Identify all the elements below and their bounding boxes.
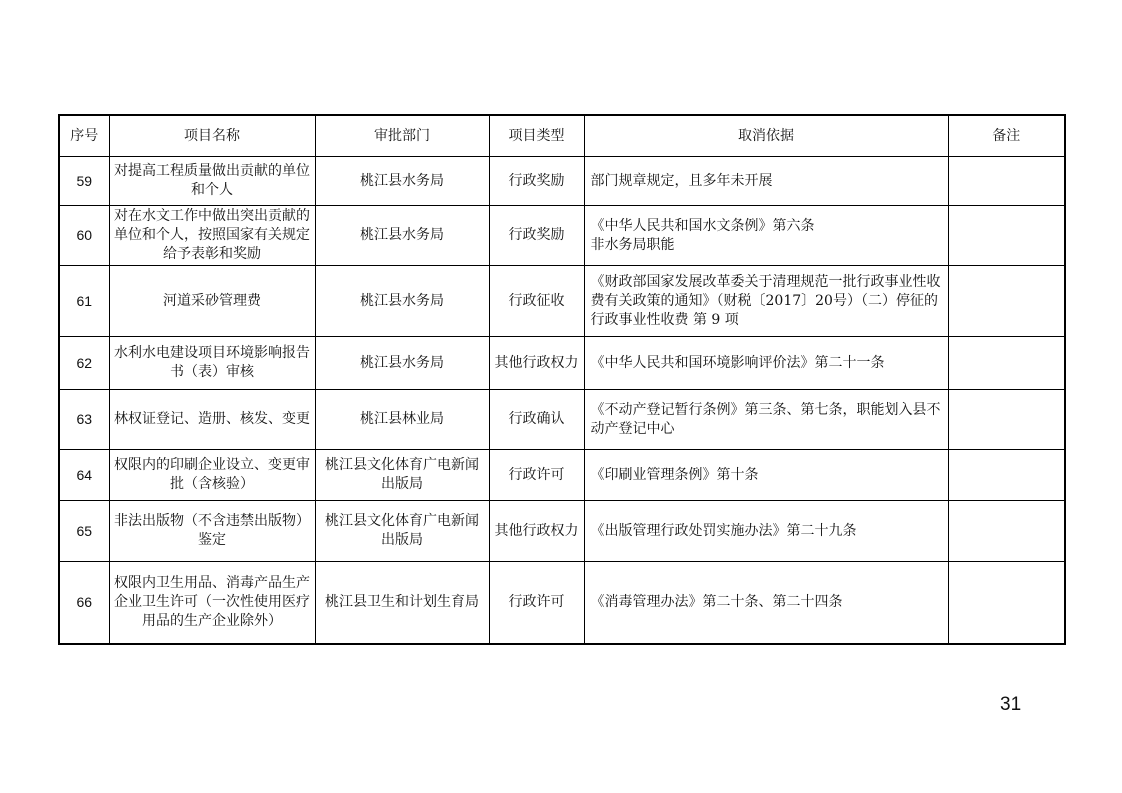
cell-seq: 64 bbox=[59, 450, 109, 501]
cell-note bbox=[948, 337, 1065, 390]
cell-basis: 《消毒管理办法》第二十条、第二十四条 bbox=[584, 562, 948, 644]
cell-note bbox=[948, 206, 1065, 266]
cell-name: 权限内卫生用品、消毒产品生产企业卫生许可（一次性使用医疗用品的生产企业除外） bbox=[109, 562, 315, 644]
cell-dept: 桃江县水务局 bbox=[315, 157, 489, 206]
table-row bbox=[59, 501, 1065, 562]
cell-type: 行政许可 bbox=[489, 450, 584, 501]
cell-basis: 部门规章规定，且多年未开展 bbox=[584, 157, 948, 206]
cell-type: 行政确认 bbox=[489, 390, 584, 450]
cell-name: 权限内的印刷企业设立、变更审批（含核验） bbox=[109, 450, 315, 501]
cell-name: 水利水电建设项目环境影响报告书（表）审核 bbox=[109, 337, 315, 390]
cell-basis: 《中华人民共和国环境影响评价法》第二十一条 bbox=[584, 337, 948, 390]
table-row bbox=[59, 337, 1065, 390]
table-row bbox=[59, 157, 1065, 206]
cell-seq: 66 bbox=[59, 562, 109, 644]
cell-dept: 桃江县文化体育广电新闻出版局 bbox=[315, 450, 489, 501]
header-name: 项目名称 bbox=[109, 115, 315, 157]
header-basis: 取消依据 bbox=[584, 115, 948, 157]
cell-note bbox=[948, 266, 1065, 337]
cell-type: 行政许可 bbox=[489, 562, 584, 644]
cell-seq: 65 bbox=[59, 501, 109, 562]
cell-seq: 63 bbox=[59, 390, 109, 450]
header-note: 备注 bbox=[948, 115, 1065, 157]
cell-note bbox=[948, 450, 1065, 501]
cell-basis: 《印刷业管理条例》第十条 bbox=[584, 450, 948, 501]
cell-seq: 60 bbox=[59, 206, 109, 266]
cell-type: 行政征收 bbox=[489, 266, 584, 337]
cell-name: 非法出版物（不含违禁出版物）鉴定 bbox=[109, 501, 315, 562]
cell-dept: 桃江县水务局 bbox=[315, 266, 489, 337]
cell-note bbox=[948, 157, 1065, 206]
cell-dept: 桃江县文化体育广电新闻出版局 bbox=[315, 501, 489, 562]
table-row bbox=[59, 562, 1065, 644]
page-number: 31 bbox=[1000, 694, 1022, 715]
table-row bbox=[59, 390, 1065, 450]
cell-basis: 《财政部国家发展改革委关于清理规范一批行政事业性收费有关政策的通知》（财税〔2017〕20号）（二）停征的行政事业性收费 第 9 项 bbox=[584, 266, 948, 337]
cell-dept: 桃江县林业局 bbox=[315, 390, 489, 450]
cell-name: 河道采砂管理费 bbox=[109, 266, 315, 337]
cancellation-table bbox=[58, 114, 1066, 645]
cell-seq: 61 bbox=[59, 266, 109, 337]
header-type: 项目类型 bbox=[489, 115, 584, 157]
cell-basis: 《出版管理行政处罚实施办法》第二十九条 bbox=[584, 501, 948, 562]
header-dept: 审批部门 bbox=[315, 115, 489, 157]
table-row bbox=[59, 266, 1065, 337]
cell-type: 行政奖励 bbox=[489, 157, 584, 206]
cell-seq: 59 bbox=[59, 157, 109, 206]
cancellation-table-container bbox=[58, 114, 1064, 645]
cell-note bbox=[948, 390, 1065, 450]
table-header-row bbox=[59, 115, 1065, 157]
cell-name: 林权证登记、造册、核发、变更 bbox=[109, 390, 315, 450]
header-seq: 序号 bbox=[59, 115, 109, 157]
cell-dept: 桃江县水务局 bbox=[315, 337, 489, 390]
cell-type: 行政奖励 bbox=[489, 206, 584, 266]
cell-dept: 桃江县水务局 bbox=[315, 206, 489, 266]
cell-basis: 《不动产登记暂行条例》第三条、第七条，职能划入县不动产登记中心 bbox=[584, 390, 948, 450]
cell-type: 其他行政权力 bbox=[489, 501, 584, 562]
table-row bbox=[59, 450, 1065, 501]
cell-note bbox=[948, 501, 1065, 562]
cell-name: 对提高工程质量做出贡献的单位和个人 bbox=[109, 157, 315, 206]
cell-basis: 《中华人民共和国水文条例》第六条 非水务局职能 bbox=[584, 206, 948, 266]
cell-seq: 62 bbox=[59, 337, 109, 390]
cell-note bbox=[948, 562, 1065, 644]
cell-dept: 桃江县卫生和计划生育局 bbox=[315, 562, 489, 644]
cell-type: 其他行政权力 bbox=[489, 337, 584, 390]
cell-name: 对在水文工作中做出突出贡献的单位和个人，按照国家有关规定给予表彰和奖励 bbox=[109, 206, 315, 266]
table-row bbox=[59, 206, 1065, 266]
